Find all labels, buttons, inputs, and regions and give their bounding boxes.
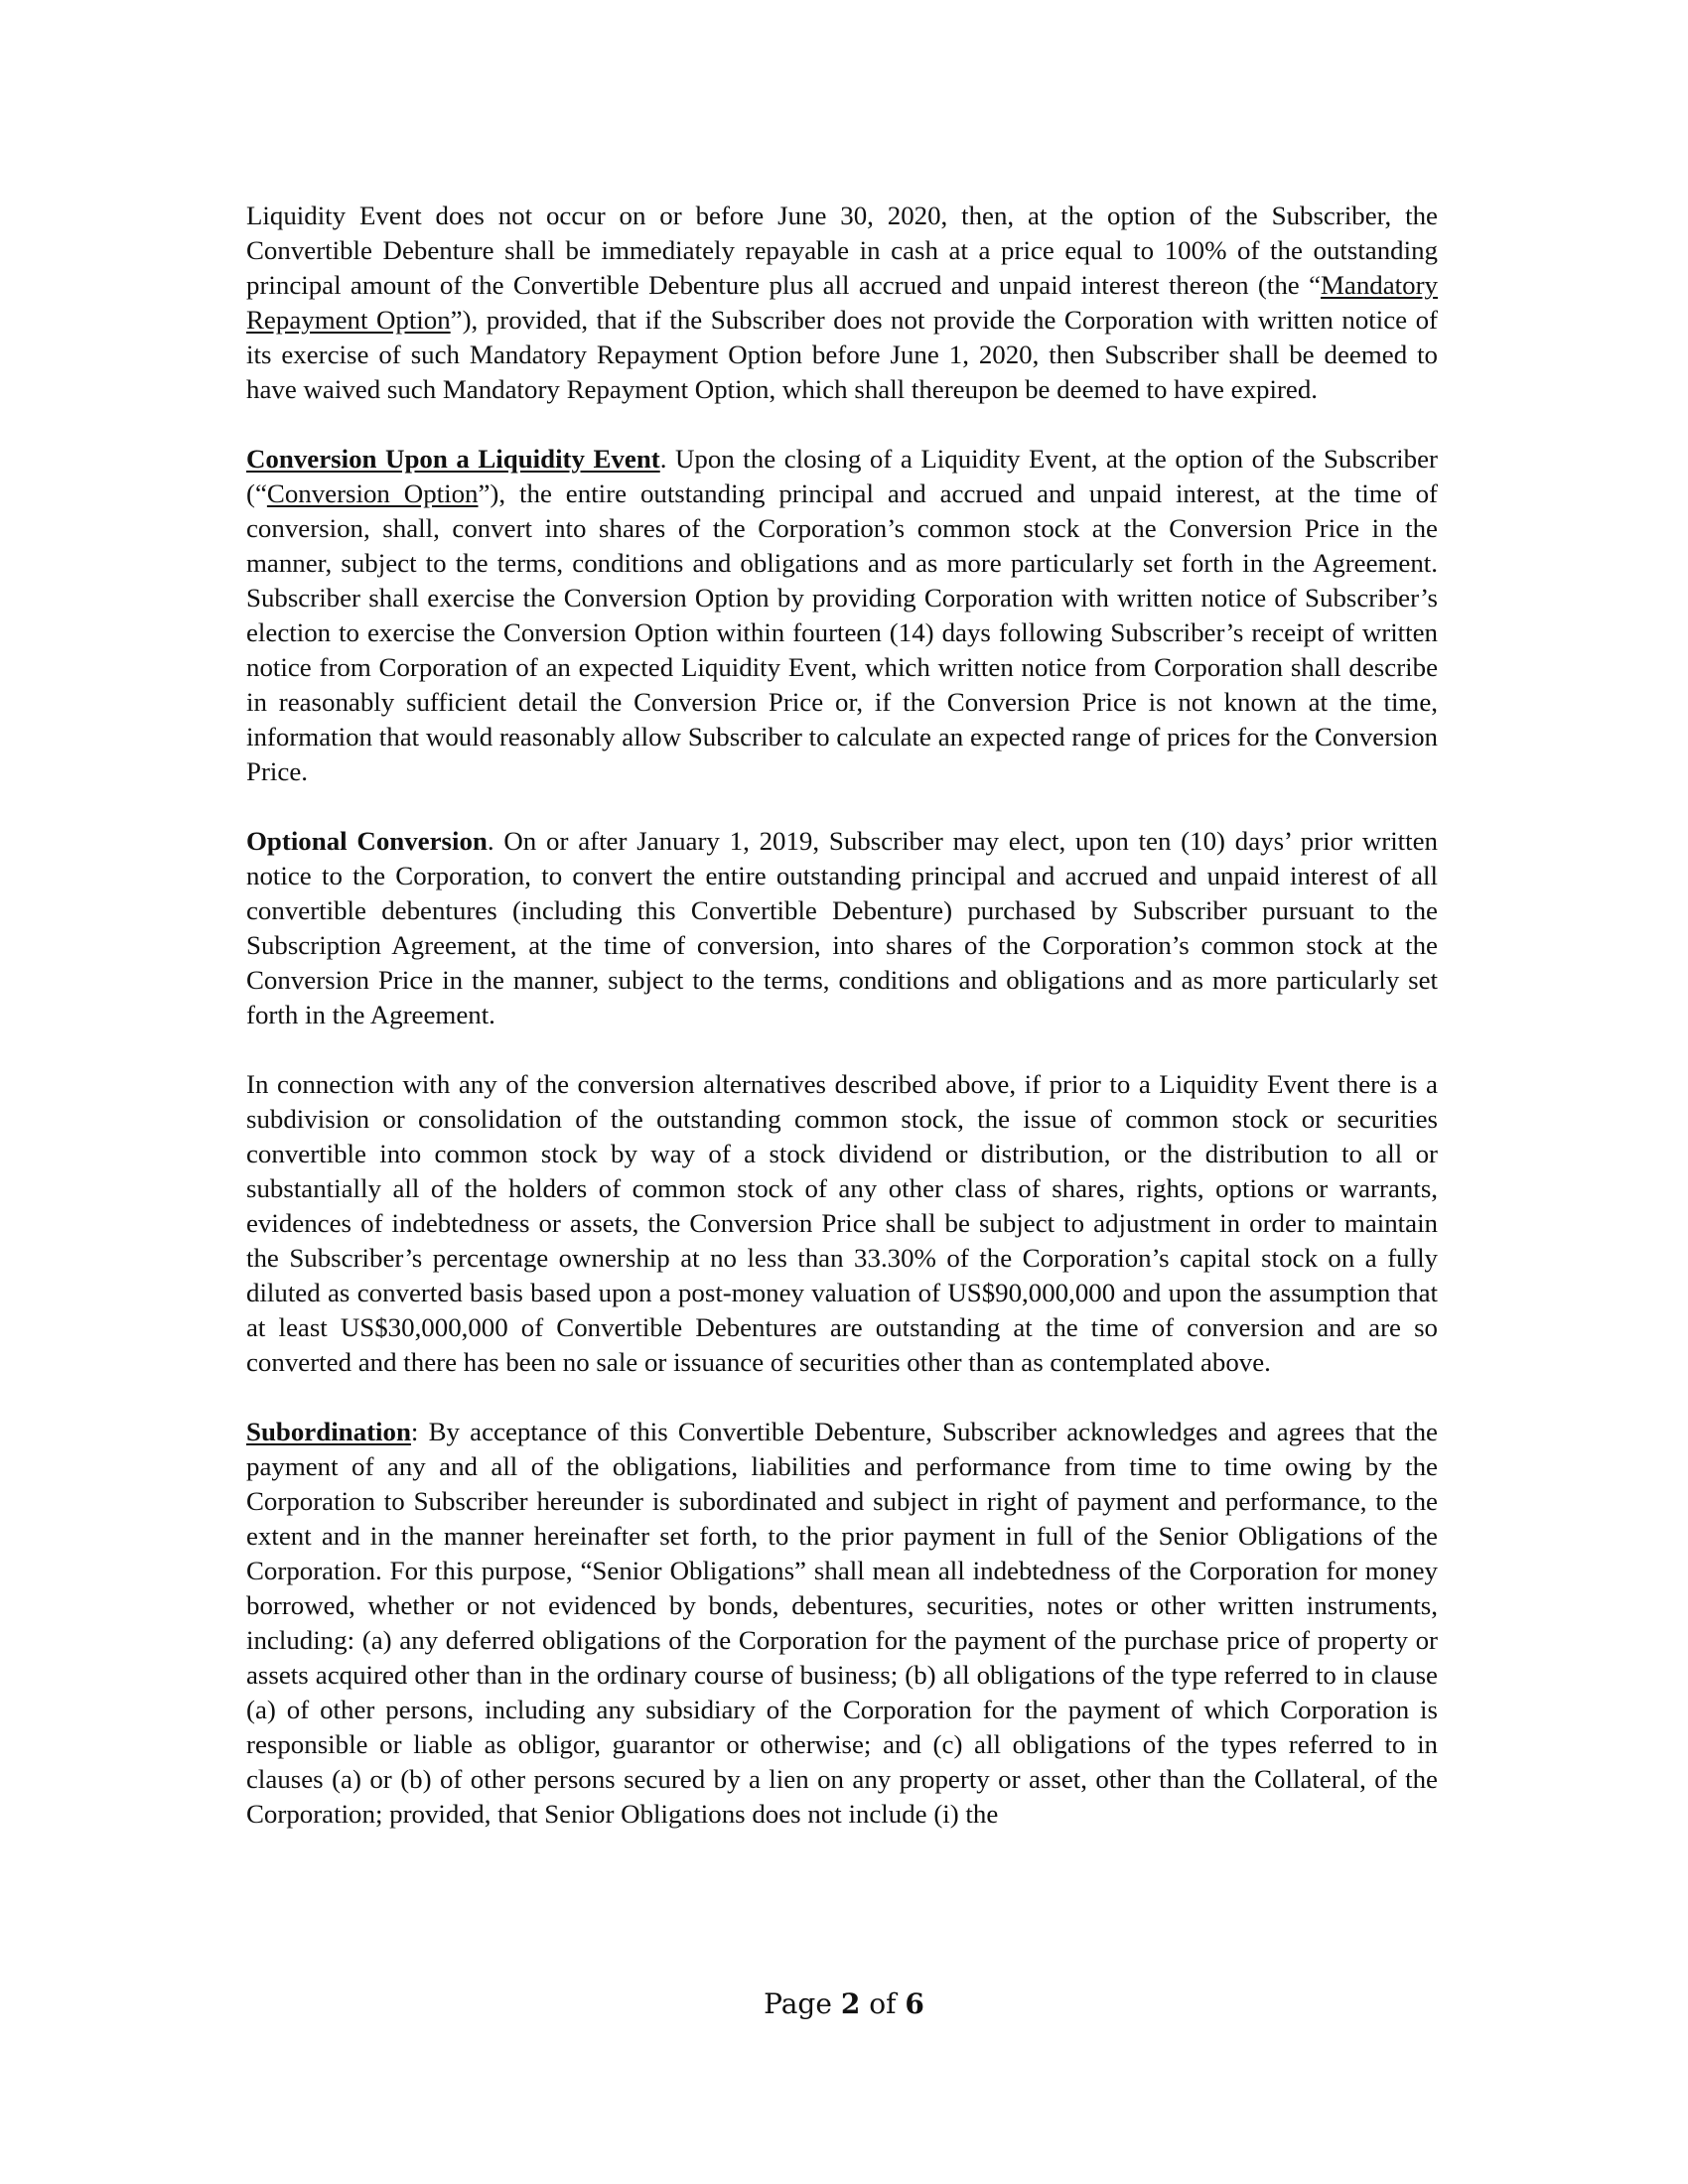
- paragraph-mandatory-repayment: [246, 199, 1438, 407]
- total-page-count: 6: [905, 1987, 924, 2020]
- paragraph-text: . Upon the closing of a Liquidity Event, at the option of the Subscriber (“: [246, 444, 1438, 508]
- paragraph-text: ”), the entire outstanding principal and accrued and unpaid interest, at the time of conversion, shall, convert into shares of the Corporation’s common stock at the Conversion Price in the manner, subject to the terms, conditions and obligations and as more particularly set forth in the Agreement. Subscriber shall exercise the Conversion Option by providing Corporation with written notice of Subscriber’s election to exercise the Conversion Option within fourteen (14) days following Subscriber’s receipt of written notice from Corporation of an expected Liquidity Event, which written notice from Corporation shall describe in reasonably sufficient detail the Conversion Price or, if the Conversion Price is not known at the time, information that would reasonably allow Subscriber to calculate an expected range of prices for the Conversion Price.: [246, 478, 1438, 786]
- paragraph-text: : By acceptance of this Convertible Debenture, Subscriber acknowledges and agrees that the payment of any and all of the obligations, liabilities and performance from time to time owing by the Corporation to Subscriber hereunder is subordinated and subject in right of payment and performance, to the extent and in the manner hereinafter set forth, to the prior payment in full of the Senior Obligations of the Corporation. For this purpose, “Senior Obligations” shall mean all indebtedness of the Corporation for money borrowed, whether or not evidenced by bonds, debentures, securities, notes or other written instruments, including: (a) any deferred obligations of the Corporation for the payment of the purchase price of property or assets acquired other than in the ordinary course of business; (b) all obligations of the type referred to in clause (a) of other persons, including any subsidiary of the Corporation for the payment of which Corporation is responsible or liable as obligor, guarantor or otherwise; and (c) all obligations of the types referred to in clauses (a) or (b) of other persons secured by a lien on any property or asset, other than the Collateral, of the Corporation; provided, that Senior Obligations does not include (i) the: [246, 1417, 1438, 1829]
- section-heading-subordination: Subordination: [246, 1417, 411, 1446]
- section-heading-conversion-upon-liquidity-event: Conversion Upon a Liquidity Event: [246, 444, 660, 474]
- paragraph-text: ”), provided, that if the Subscriber does not provide the Corporation with written notice of its exercise of such Mandatory Repayment Option before June 1, 2020, then Subscriber shall be deemed to have waived such Mandatory Repayment Option, which shall thereupon be deemed to have expired.: [246, 305, 1438, 404]
- page-of-label: of: [869, 1987, 897, 2020]
- paragraph-text: In connection with any of the conversion alternatives described above, if prior to a Liquidity Event there is a subdivision or consolidation of the outstanding common stock, the issue of common stock or securities convertible into common stock by way of a stock dividend or distribution, or the distribution to all or substantially all of the holders of common stock of any other class of shares, rights, options or warrants, evidences of indebtedness or assets, the Conversion Price shall be subject to adjustment in order to maintain the Subscriber’s percentage ownership at no less than 33.30% of the Corporation’s capital stock on a fully diluted as converted basis based upon a post-money valuation of US$90,000,000 and upon the assumption that at least US$30,000,000 of Convertible Debentures are outstanding at the time of conversion and are so converted and there has been no sale or issuance of securities other than as contemplated above.: [246, 1069, 1438, 1377]
- defined-term-mandatory-repayment-option: Mandatory Repayment Option: [246, 270, 1438, 335]
- paragraph-text: Liquidity Event does not occur on or before June 30, 2020, then, at the option of the Subscriber, the Convertible Debenture shall be immediately repayable in cash at a price equal to 100% of the outstanding principal amount of the Convertible Debenture plus all accrued and unpaid interest thereon (the “: [246, 201, 1438, 300]
- paragraph-conversion-adjustment: [246, 1067, 1438, 1380]
- document-body: [246, 199, 1438, 1832]
- paragraph-optional-conversion: [246, 824, 1438, 1032]
- page-footer: [0, 1987, 1688, 2020]
- paragraph-conversion-upon-liquidity-event: [246, 442, 1438, 789]
- paragraph-text: . On or after January 1, 2019, Subscriber may elect, upon ten (10) days’ prior written notice to the Corporation, to convert the entire outstanding principal and accrued and unpaid interest of all convertible debentures (including this Convertible Debenture) purchased by Subscriber pursuant to the Subscription Agreement, at the time of conversion, into shares of the Corporation’s common stock at the Conversion Price in the manner, subject to the terms, conditions and obligations and as more particularly set forth in the Agreement.: [246, 826, 1438, 1029]
- defined-term-conversion-option: Conversion Option: [266, 478, 479, 508]
- page-label: Page: [764, 1987, 832, 2020]
- current-page-number: 2: [840, 1987, 861, 2020]
- section-heading-optional-conversion: Optional Conversion: [246, 826, 488, 856]
- paragraph-subordination: [246, 1415, 1438, 1832]
